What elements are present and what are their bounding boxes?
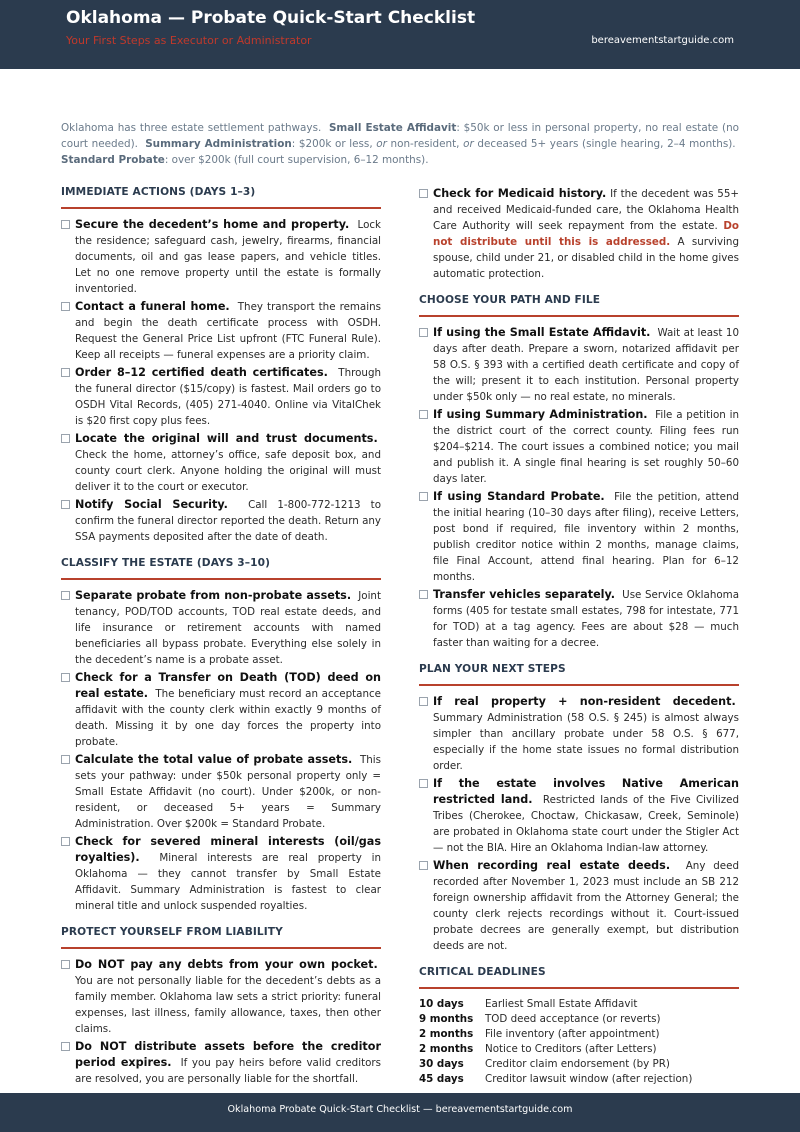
item-body: A surviving spouse, child under 21, or disabled child in the home gives automatic protection.	[433, 236, 739, 280]
deadline-period: 30 days	[419, 1058, 464, 1070]
section-title: IMMEDIATE ACTIONS (DAYS 1–3)	[61, 186, 381, 209]
section-critical-deadlines	[419, 966, 739, 1114]
intro-sa-text-1: : $200k or less,	[291, 138, 373, 150]
checkbox[interactable]	[61, 434, 70, 443]
checkbox[interactable]	[61, 960, 70, 969]
item-heading: Locate the original will and trust documents.	[75, 432, 378, 445]
section-title: CRITICAL DEADLINES	[419, 966, 739, 989]
item-body: This sets your pathway: under $50k personal property only = Small Estate Affidavit (no court). Under $200k, or non-resident, or deceased 5+ years = Summary Administration. Over $200k = Standard Probate.	[75, 754, 382, 830]
checkbox[interactable]	[61, 500, 70, 509]
section-title: CLASSIFY THE ESTATE (DAYS 3–10)	[61, 557, 381, 580]
item-heading: Calculate the total value of probate assets.	[75, 753, 353, 766]
intro-or-1: or	[376, 138, 387, 150]
item-heading: If the estate involves Native American restricted land.	[433, 777, 739, 806]
intro-or-2: or	[463, 138, 474, 150]
item-heading: Transfer vehicles separately.	[433, 588, 615, 601]
checklist-item	[61, 1039, 381, 1087]
page-title: Oklahoma — Probate Quick-Start Checklist	[66, 8, 476, 28]
item-body: Through the funeral director ($15/copy) is fastest. Mail orders go to OSDH Vital Records, (405) 271-4040. Online via VitalChek is $20 first copy plus fees.	[75, 367, 382, 427]
deadline-row	[419, 1072, 739, 1087]
deadline-period: 2 months	[419, 1043, 474, 1055]
item-body: Call 1-800-772-1213 to confirm the funeral director reported the death. Return any SSA payments deposited after the date of death.	[75, 499, 382, 543]
deadline-description: Notice to Creditors (after Letters)	[485, 1043, 657, 1055]
deadline-row	[419, 997, 739, 1012]
checklist-item	[61, 957, 381, 1037]
checkbox[interactable]	[419, 410, 428, 419]
item-heading: Separate probate from non-probate assets.	[75, 589, 352, 602]
checklist-item	[61, 588, 381, 668]
checklist-item	[419, 325, 739, 405]
intro-sa-text-3: deceased 5+ years (single hearing, 2–4 months).	[477, 138, 736, 150]
checkbox[interactable]	[61, 673, 70, 682]
intro-sea-label: Small Estate Affidavit	[328, 122, 457, 134]
item-body: Lock the residence; safeguard cash, jewelry, firearms, financial documents, oil and gas lease papers, and vehicle titles. Let no one remove property until the estate is formally inventoried.	[75, 219, 381, 295]
item-body: Joint tenancy, POD/TOD accounts, TOD real estate deeds, and life insurance or retirement accounts with named beneficiaries all bypass probate. Everything else solely in the decedent’s name is a probate asset.	[75, 590, 381, 666]
item-body: Wait at least 10 days after death. Prepare a sworn, notarized affidavit per 58 O.S. § 393 with a certified death certificate and copy of the will; present it to each institution. Personal property under $50k only — no real estate, no minerals.	[433, 327, 740, 403]
checklist-item	[419, 694, 739, 774]
intro-paragraph	[61, 120, 739, 168]
section-title: PLAN YOUR NEXT STEPS	[419, 663, 739, 686]
item-body: If you pay heirs before valid creditors are resolved, you are personally liable for the shortfall.	[75, 1057, 382, 1085]
checkbox[interactable]	[419, 492, 428, 501]
deadline-description: TOD deed acceptance (or reverts)	[485, 1013, 661, 1025]
item-heading: When recording real estate deeds.	[433, 859, 671, 872]
intro-sa-label: Summary Administration	[145, 138, 292, 150]
right-column	[419, 186, 739, 1126]
item-heading: If using Standard Probate.	[433, 490, 605, 503]
page-footer	[0, 1093, 800, 1132]
item-body: If the decedent was 55+ and received Medicaid-funded care, the Oklahoma Health Care Authority will seek repayment from the estate.	[433, 188, 740, 232]
section-next-steps	[419, 663, 739, 954]
warning-text: Do not distribute until this is addressed.	[433, 220, 739, 248]
footer-text: Oklahoma Probate Quick-Start Checklist — bereavementstartguide.com	[227, 1104, 573, 1115]
checklist-item	[419, 858, 739, 954]
item-heading: Check for Medicaid history.	[433, 187, 607, 200]
deadline-description: File inventory (after appointment)	[485, 1028, 660, 1040]
deadline-row	[419, 1012, 739, 1027]
item-body: The beneficiary must record an acceptance affidavit with the county clerk within exactly 9 months of death. Missing it by one day forces the property into probate.	[75, 688, 382, 748]
checkbox[interactable]	[61, 837, 70, 846]
section-protect-liability	[61, 926, 381, 1087]
item-heading: Do NOT distribute assets before the creditor period expires.	[75, 1040, 381, 1069]
item-heading: If real property + non-resident decedent.	[433, 695, 736, 708]
intro-sea-text: : $50k or less in personal property, no real estate (no court needed).	[61, 122, 740, 150]
deadline-period: 10 days	[419, 998, 464, 1010]
item-body: Check the home, attorney’s office, safe deposit box, and county court clerk. Anyone holding the original will must deliver it to the court or executor.	[75, 449, 381, 493]
checkbox[interactable]	[419, 328, 428, 337]
checklist-item	[419, 489, 739, 585]
site-name: bereavementstartguide.com	[591, 35, 734, 46]
item-body: Mineral interests are real property in Oklahoma — they cannot transfer by Small Estate Affidavit. Summary Administration is fastest to clear mineral title and unlock suspended royalties.	[75, 852, 382, 912]
checkbox[interactable]	[61, 302, 70, 311]
deadline-period: 45 days	[419, 1073, 464, 1085]
item-heading: Contact a funeral home.	[75, 300, 230, 313]
checkbox[interactable]	[61, 1042, 70, 1051]
section-choose-path	[419, 294, 739, 651]
checklist-item	[61, 497, 381, 545]
item-body: File the petition, attend the initial hearing (10–30 days after filing), receive Letters, post bond if required, file inventory within 2 months, publish creditor notice within 2 months, manage claims, file Final Account, attend final hearing. Plan for 6–12 months.	[433, 491, 740, 583]
item-body: You are not personally liable for the decedent’s debts as a family member. Oklahoma law sets a strict priority: funeral expenses, last illness, family allowance, taxes, then other claims.	[75, 975, 381, 1035]
checkbox[interactable]	[61, 220, 70, 229]
section-medicaid-continued	[419, 186, 739, 282]
checkbox[interactable]	[419, 189, 428, 198]
deadline-row	[419, 1027, 739, 1042]
deadline-description: Creditor lawsuit window (after rejection)	[485, 1073, 693, 1085]
item-heading: Notify Social Security.	[75, 498, 228, 511]
item-body: Any deed recorded after November 1, 2023 must include an SB 212 foreign ownership affidavit from the Attorney General; the county clerk rejects recordings without it. Court-issued probate decrees are generally exempt, but distribution deeds are not.	[433, 860, 740, 952]
item-heading: Do NOT pay any debts from your own pocket.	[75, 958, 378, 971]
checkbox[interactable]	[61, 591, 70, 600]
page-header	[0, 0, 800, 69]
checkbox[interactable]	[419, 697, 428, 706]
checkbox[interactable]	[419, 590, 428, 599]
left-column	[61, 186, 381, 1099]
checklist-item	[61, 834, 381, 914]
checkbox[interactable]	[61, 368, 70, 377]
deadline-description: Earliest Small Estate Affidavit	[485, 998, 638, 1010]
intro-sp-text: : over $200k (full court supervision, 6–12 months).	[164, 154, 429, 166]
checkbox[interactable]	[61, 755, 70, 764]
deadline-row	[419, 1057, 739, 1072]
checklist-item	[61, 431, 381, 495]
deadline-row	[419, 1042, 739, 1057]
deadline-description: Creditor claim endorsement (by PR)	[485, 1058, 670, 1070]
item-heading: Secure the decedent’s home and property.	[75, 218, 350, 231]
checkbox[interactable]	[419, 779, 428, 788]
checklist-item	[61, 752, 381, 832]
item-heading: Check for severed mineral interests (oil/gas royalties).	[75, 835, 381, 864]
intro-lead: Oklahoma has three estate settlement pathways.	[61, 122, 322, 134]
item-body: Restricted lands of the Five Civilized Tribes (Cherokee, Choctaw, Chickasaw, Creek, Seminole) are probated in Oklahoma state court under the Stigler Act — not the BIA. Hire an Oklahoma Indian-law attorney.	[433, 794, 739, 854]
section-title: PROTECT YOURSELF FROM LIABILITY	[61, 926, 381, 949]
checklist-item	[61, 299, 381, 363]
item-heading: If using the Small Estate Affidavit.	[433, 326, 651, 339]
section-immediate-actions	[61, 186, 381, 545]
deadlines-list	[419, 997, 739, 1087]
checklist-item	[419, 407, 739, 487]
item-heading: If using Summary Administration.	[433, 408, 648, 421]
checklist-item	[419, 186, 739, 282]
item-body: File a petition in the district court of the correct county. Filing fees run $204–$214. The court issues a combined notice; you mail and publish it. A single final hearing is set roughly 50–60 days later.	[433, 409, 739, 485]
intro-sa-text-2: non-resident,	[390, 138, 460, 150]
checklist-item	[61, 670, 381, 750]
intro-sp-label: Standard Probate	[61, 154, 165, 166]
checklist-item	[419, 776, 739, 856]
deadline-period: 2 months	[419, 1028, 474, 1040]
checklist-item	[61, 217, 381, 297]
item-body: Use Service Oklahoma forms (405 for testate small estates, 798 for intestate, 771 for TOD) at a tag agency. Fees are about $28 — much faster than waiting for a decree.	[433, 589, 739, 649]
section-classify-estate	[61, 557, 381, 914]
section-title: CHOOSE YOUR PATH AND FILE	[419, 294, 739, 317]
item-body: They transport the remains and begin the death certificate process with OSDH. Request the General Price List upfront (FTC Funeral Rule). Keep all receipts — funeral expenses are a priority claim.	[75, 301, 381, 361]
page-subtitle: Your First Steps as Executor or Administrator	[66, 34, 312, 47]
item-heading: Order 8–12 certified death certificates.	[75, 366, 328, 379]
checklist-item	[419, 587, 739, 651]
item-heading: Check for a Transfer on Death (TOD) deed on real estate.	[75, 671, 381, 700]
checklist-item	[61, 365, 381, 429]
checkbox[interactable]	[419, 861, 428, 870]
item-body: Summary Administration (58 O.S. § 245) is almost always simpler than ancillary probate under 58 O.S. § 677, especially if the home state issues no formal distribution order.	[433, 712, 739, 772]
deadline-period: 9 months	[419, 1013, 474, 1025]
